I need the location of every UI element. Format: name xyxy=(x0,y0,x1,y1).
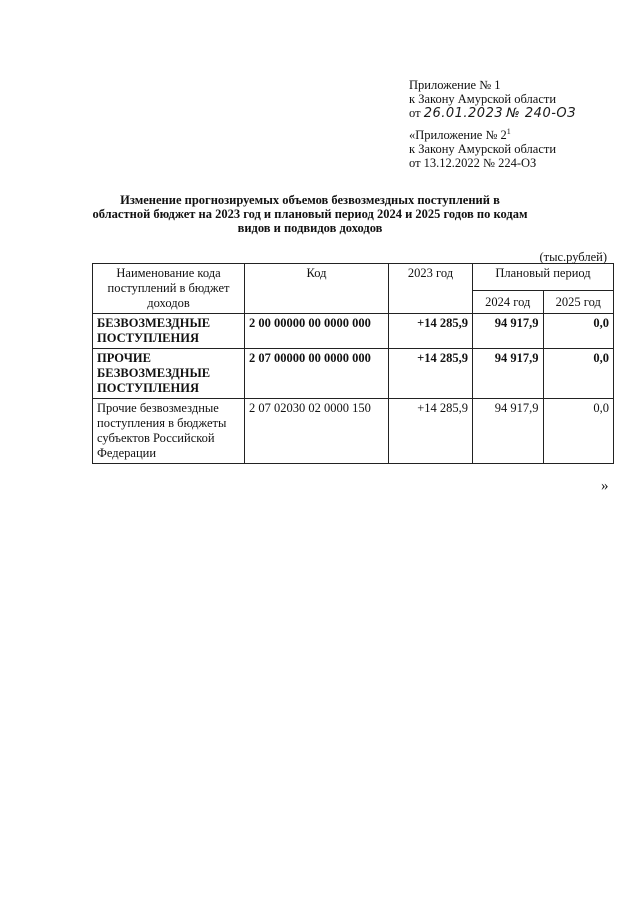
row-name: Прочие безвозмездные поступления в бюджеты субъектов Российской Федерации xyxy=(93,399,245,464)
handwritten-number: № 240-ОЗ xyxy=(506,106,576,121)
unit-note: (тыс.рублей) xyxy=(539,250,607,264)
row-code: 2 07 02030 02 0000 150 xyxy=(245,399,389,464)
row-2025: 0,0 xyxy=(543,399,614,464)
row-2023: +14 285,9 xyxy=(389,399,473,464)
appendix-2-date: от 13.12.2022 № 224-ОЗ xyxy=(409,156,537,170)
appendix-1-law: к Закону Амурской области xyxy=(409,92,557,106)
appendix-2-header xyxy=(409,128,556,170)
header-code: Код xyxy=(245,264,389,314)
row-code: 2 07 00000 00 0000 000 xyxy=(245,349,389,399)
appendix-2-superscript: 1 xyxy=(506,126,511,136)
header-planning-period: Плановый период xyxy=(473,264,614,291)
header-2025: 2025 год xyxy=(543,291,614,314)
table-header-row xyxy=(93,264,614,291)
appendix-2-title-text: «Приложение № 2 xyxy=(409,128,507,142)
table-row xyxy=(93,399,614,464)
header-name: Наименование кода поступлений в бюджет доходов xyxy=(93,264,245,314)
appendix-1-title: Приложение № 1 xyxy=(409,78,501,92)
row-2024: 94 917,9 xyxy=(473,399,544,464)
closing-quote: » xyxy=(601,478,609,494)
revenue-table xyxy=(92,263,614,464)
row-2023: +14 285,9 xyxy=(389,314,473,349)
table-row xyxy=(93,314,614,349)
row-2023: +14 285,9 xyxy=(389,349,473,399)
row-name: БЕЗВОЗМЕЗДНЫЕ ПОСТУПЛЕНИЯ xyxy=(93,314,245,349)
appendix-1-date-line xyxy=(409,106,576,121)
row-code: 2 00 00000 00 0000 000 xyxy=(245,314,389,349)
appendix-2-title xyxy=(409,128,556,142)
appendix-1-header xyxy=(409,78,576,121)
document-title: Изменение прогнозируемых объемов безвозмездных поступлений в областной бюджет на 2023 год и плановый период 2024 и 2025 годов по кодам видов и подвидов доходов xyxy=(92,193,528,235)
row-2024: 94 917,9 xyxy=(473,314,544,349)
row-2025: 0,0 xyxy=(543,314,614,349)
row-name: ПРОЧИЕ БЕЗВОЗМЕЗДНЫЕ ПОСТУПЛЕНИЯ xyxy=(93,349,245,399)
handwritten-date: 26.01.2023 xyxy=(423,106,504,121)
header-2023: 2023 год xyxy=(389,264,473,314)
row-2025: 0,0 xyxy=(543,349,614,399)
row-2024: 94 917,9 xyxy=(473,349,544,399)
appendix-1-date-prefix: от xyxy=(409,106,421,120)
header-2024: 2024 год xyxy=(473,291,544,314)
table-row xyxy=(93,349,614,399)
appendix-2-law: к Закону Амурской области xyxy=(409,142,557,156)
